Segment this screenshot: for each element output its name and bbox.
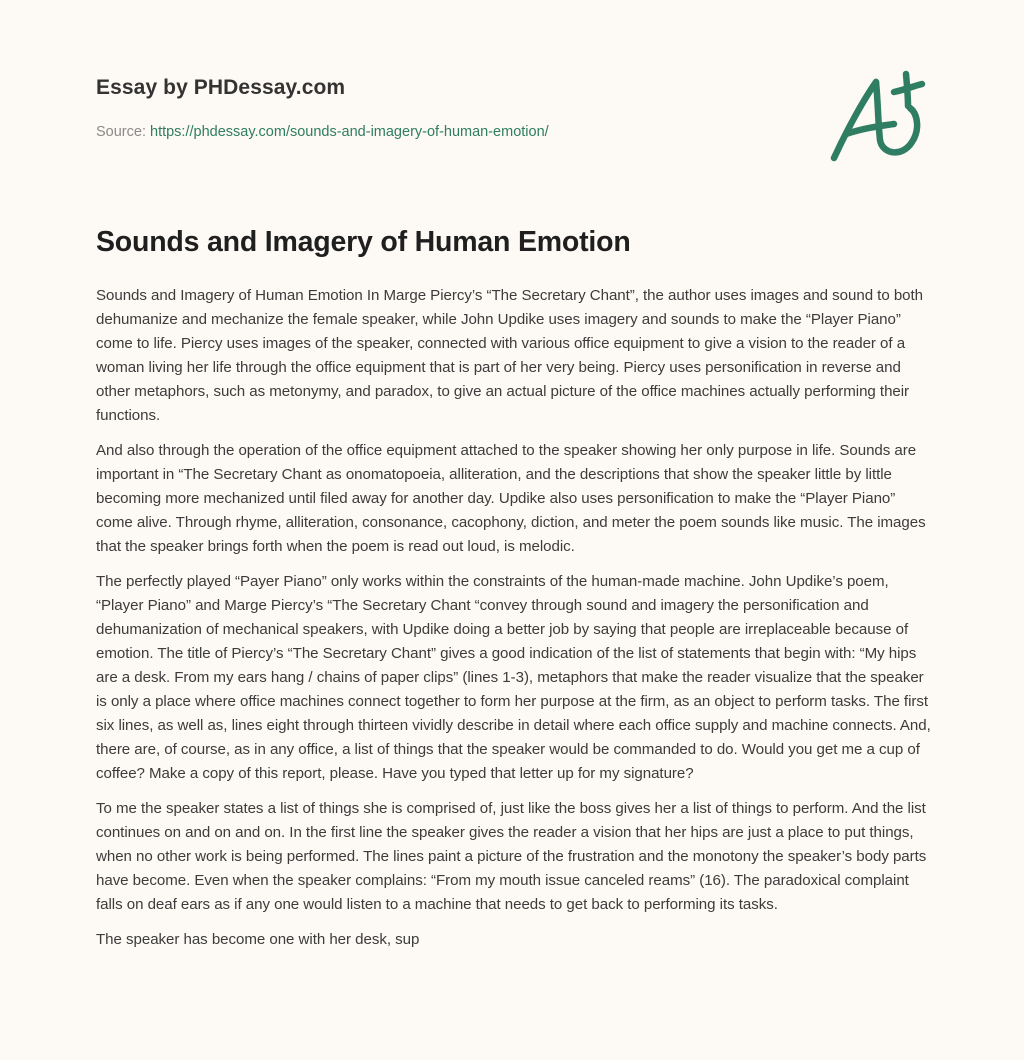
source-link[interactable]: https://phdessay.com/sounds-and-imagery-of-human-emotion/ (150, 124, 549, 140)
paragraph: To me the speaker states a list of things she is comprised of, just like the boss gives her a list of things to perform. And the list continues on and on and on. In the first line the speaker gives the reader a vision that her hips are just a place to put things, when no other work is being performed. The lines paint a picture of the frustration and the monotony the speaker’s body parts have become. Even when the speaker complains: “From my mouth issue canceled reams” (16). The paradoxical complaint falls on deaf ears as if any one would listen to a machine that needs to get back to performing its tasks. (96, 800, 927, 913)
essay-body (96, 284, 932, 963)
paragraph: The perfectly played “Payer Piano” only works within the constraints of the human-made machine. John Updike’s poem, “Player Piano” and Marge Piercy’s “The Secretary Chant “convey through sound and imagery the personification and dehumanization of mechanical speakers, with Updike doing a better job by saying that people are irreplaceable because of emotion. The title of Piercy’s “The Secretary Chant” gives a good indication of the list of statements that begin with: “My hips are a desk. From my ears hang / chains of paper clips” (lines 1-3), metaphors that make the reader visualize that the speaker is only a place where office machines connect together to form her purpose at the firm, as an object to perform tasks. The first six lines, as well as, lines eight through thirteen vividly describe in detail where each office supply and machine connects. And, there are, of course, as in any office, a list of things that the speaker would be commanded to do. Would you get me a cup of coffee? Make a copy of this report, please. Have you typed that letter up for my signature? (96, 573, 931, 782)
source-label: Source: (96, 124, 150, 140)
page-header (96, 0, 932, 200)
essay-page (96, 0, 932, 948)
paragraph: Sounds and Imagery of Human Emotion In Marge Piercy’s “The Secretary Chant”, the author uses images and sound to both dehumanize and mechanize the female speaker, while John Updike uses imagery and sounds to make the “Player Piano” come to life. Piercy uses images of the speaker, connected with various office equipment to give a vision to the reader of a woman living her life through the office equipment that is part of her very being. Piercy uses personification in reverse and other metaphors, such as metonymy, and paradox, to give an actual picture of the office machines actually performing their functions. (96, 287, 923, 424)
paragraph: The speaker has become one with her desk, sup (96, 931, 420, 948)
document-title: Sounds and Imagery of Human Emotion (96, 226, 631, 258)
site-title: Essay by PHDessay.com (96, 76, 346, 99)
source-line (96, 124, 549, 140)
paragraph: And also through the operation of the office equipment attached to the speaker showing her only purpose in life. Sounds are important in “The Secretary Chant as onomatopoeia, alliteration, and the descriptions that show the speaker little by little becoming more mechanized until filed away for another day. Updike also uses personification to make the “Player Piano” come alive. Through rhyme, alliteration, consonance, cacophony, diction, and meter the poem sounds like music. The images that the speaker brings forth when the poem is read out loud, is melodic. (96, 442, 926, 555)
a-plus-grade-icon (824, 62, 928, 166)
